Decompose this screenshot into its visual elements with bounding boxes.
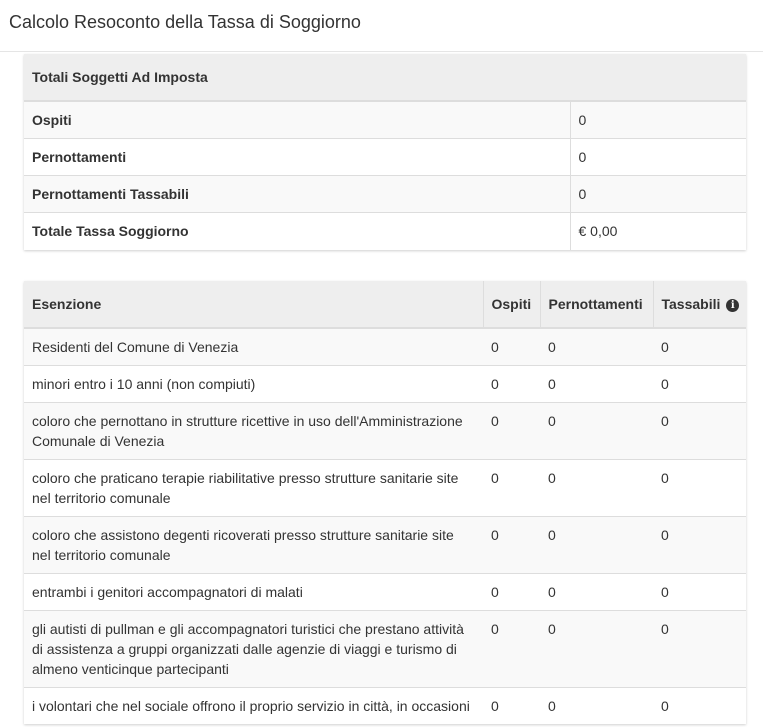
column-header-exemption: Esenzione xyxy=(24,281,483,328)
exemption-label: entrambi i genitori accompagnatori di malati xyxy=(24,574,483,611)
table-row xyxy=(24,328,746,366)
exemption-label: i volontari che nel sociale offrono il proprio servizio in città, in occasioni xyxy=(24,688,483,725)
nights-cell: 0 xyxy=(540,366,653,403)
column-header-guests: Ospiti xyxy=(483,281,540,328)
taxable-cell: 0 xyxy=(653,403,746,460)
totals-label: Totale Tassa Soggiorno xyxy=(24,213,570,250)
totals-value: 0 xyxy=(570,176,746,213)
totals-value: € 0,00 xyxy=(570,213,746,250)
page-header xyxy=(0,0,763,52)
totals-value: 0 xyxy=(570,101,746,139)
totals-heading: Totali Soggetti Ad Imposta xyxy=(24,54,746,101)
totals-label: Pernottamenti xyxy=(24,139,570,176)
exemption-label: coloro che assistono degenti ricoverati presso strutture sanitarie site nel territorio comunale xyxy=(24,517,483,574)
table-row xyxy=(24,574,746,611)
totals-row-guests xyxy=(24,101,746,139)
exemption-label: coloro che pernottano in strutture ricettive in uso dell'Amministrazione Comunale di Venezia xyxy=(24,403,483,460)
totals-row-total-tax xyxy=(24,213,746,250)
table-row xyxy=(24,403,746,460)
nights-cell: 0 xyxy=(540,574,653,611)
guests-cell: 0 xyxy=(483,366,540,403)
guests-cell: 0 xyxy=(483,403,540,460)
guests-cell: 0 xyxy=(483,688,540,725)
table-row xyxy=(24,366,746,403)
exemption-label: Residenti del Comune di Venezia xyxy=(32,339,239,355)
totals-header-row xyxy=(24,54,746,101)
guests-cell: 0 xyxy=(483,517,540,574)
guests-cell: 0 xyxy=(491,339,499,355)
table-row xyxy=(24,517,746,574)
exemption-label: gli autisti di pullman e gli accompagnatori turistici che prestano attività di assistenza a gruppi organizzati dalle agenzie di viaggi e turismo di almeno venticinque partecipanti xyxy=(24,611,483,688)
column-header-nights: Pernottamenti xyxy=(540,281,653,328)
taxable-cell: 0 xyxy=(653,688,746,725)
taxable-cell: 0 xyxy=(653,366,746,403)
taxable-cell: 0 xyxy=(653,574,746,611)
column-header-taxable xyxy=(653,281,746,328)
taxable-cell: 0 xyxy=(653,517,746,574)
nights-cell: 0 xyxy=(540,611,653,688)
totals-row-taxable-nights xyxy=(24,176,746,213)
column-header-taxable-label: Tassabili xyxy=(661,296,721,312)
table-row xyxy=(24,460,746,517)
totals-table xyxy=(24,54,746,250)
exemptions-panel xyxy=(24,281,746,724)
info-circle-icon[interactable]: i xyxy=(726,299,739,312)
totals-label: Pernottamenti Tassabili xyxy=(24,176,570,213)
nights-cell: 0 xyxy=(540,460,653,517)
exemption-label: coloro che praticano terapie riabilitative presso strutture sanitarie site nel territorio comunale xyxy=(24,460,483,517)
taxable-cell: 0 xyxy=(653,460,746,517)
table-row xyxy=(24,688,746,725)
page-title: Calcolo Resoconto della Tassa di Soggiorno xyxy=(9,12,361,32)
guests-cell: 0 xyxy=(483,574,540,611)
totals-label: Ospiti xyxy=(32,112,72,128)
exemptions-header-row xyxy=(24,281,746,328)
totals-row-nights xyxy=(24,139,746,176)
taxable-cell: 0 xyxy=(653,611,746,688)
nights-cell: 0 xyxy=(540,403,653,460)
taxable-cell: 0 xyxy=(661,339,669,355)
guests-cell: 0 xyxy=(483,460,540,517)
exemption-label: minori entro i 10 anni (non compiuti) xyxy=(24,366,483,403)
guests-cell: 0 xyxy=(483,611,540,688)
nights-cell: 0 xyxy=(540,688,653,725)
nights-cell: 0 xyxy=(548,339,556,355)
totals-value: 0 xyxy=(570,139,746,176)
nights-cell: 0 xyxy=(540,517,653,574)
totals-panel xyxy=(24,54,746,250)
table-row xyxy=(24,611,746,688)
exemptions-table xyxy=(24,281,746,724)
